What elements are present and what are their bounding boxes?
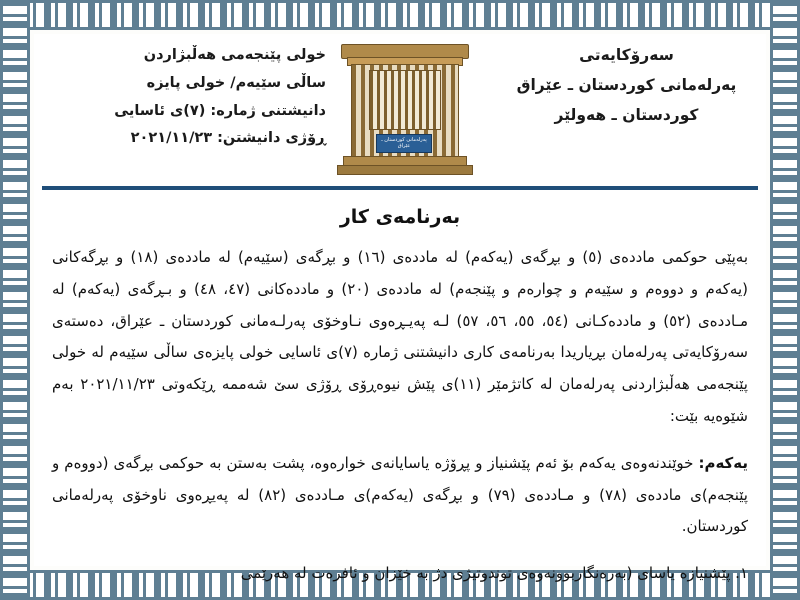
- emblem-inner-columns: [369, 70, 441, 130]
- session-term: خولی پێنجەمی هەڵبژاردن: [143, 47, 326, 63]
- agenda-item-one-text: خوێندنەوەی یەکەم بۆ ئەم پێشنیاز و پڕۆژە یاسایانەی خوارەوە، پشت بەستن بە حوکمی بڕگەی (دووەم و پێنجەم)ی ماددەی (٧٨) و مـاددەی (٧٩) و بڕگەی (یەکەم)ی مـاددەی (٨٢) لە پەیڕەوی ناوخۆی پەرلەمانی کوردستان.: [52, 453, 748, 536]
- session-header: [46, 42, 326, 153]
- document-content: [34, 34, 766, 583]
- header-divider: [42, 186, 758, 190]
- agenda-item-one-label: یەکەم:: [698, 453, 748, 472]
- preamble-paragraph: بەپێی حوکمی ماددەی (٥) و بڕگەی (یەکەم) لە ماددەی (١٦) و بڕگەی (سێیەم) لە ماددەی (١٨) و بڕگەکانی (یەکەم و دووەم و سێیەم و چوارەم و پێنجەم) لە ماددەی (٢٠) و ماددەکانی (٤٧، ٤٨) و بـڕگەی (یەکەم) لە مـاددەی (٥٢) و ماددەکـانی (٥٤، ٥٥، ٥٦، ٥٧) لـە پەیـڕەوی نـاوخۆی پەرلـەمانی کوردستان ـ عێراق، دەستەی سەرۆکایەتی پەرلەمان بڕیاریدا بەرنامەی کاری دانیشتنی ژمارە (٧)ی ئاسایی خولی پایزەی ساڵی سێیەم لە خولی پێنجەمی هەڵبژاردنی پەرلەمان لە کاتژمێر (١١)ی پێش نیوەڕۆی ڕۆژی سێ شەممە ڕێکەوتی ٢٠٢١/١١/٢٣ بەم شێوەیە بێت:: [52, 248, 749, 425]
- emblem-container: [329, 36, 479, 184]
- session-date: ڕۆژی دانیشتن: ٢٠٢١/١١/٢٣: [130, 130, 326, 147]
- session-year: ساڵی سێیەم/ خولی پایزە: [146, 74, 326, 91]
- institution-line-1: سەرۆکایەتی: [579, 46, 674, 64]
- decorative-border-top: [0, 0, 800, 30]
- list-item: ١. پێشنیازە یاسای (بەرەنگاربوونەوەی توندوتیژی دژ بە خێزان و ئافرەت لە هەرێمی: [240, 564, 748, 583]
- masthead: [34, 34, 766, 184]
- decorative-border-right: [770, 0, 800, 600]
- document-body: [34, 242, 766, 590]
- page-title: بەرنامەی کار: [339, 206, 461, 228]
- emblem-plaque: پەرلەمانی کوردستان ـ عێراق: [376, 134, 432, 153]
- parliament-building-emblem-icon: [329, 36, 479, 181]
- institution-line-2: پەرلەمانی کوردستان ـ عێراق: [516, 76, 737, 95]
- emblem-base-lower: [337, 165, 473, 175]
- agenda-item-one: [52, 448, 748, 543]
- institution-line-3: کوردستان ـ هەولێر: [554, 106, 699, 125]
- session-number: دانیشتنی ژمارە: (٧)ی ئاسایی: [114, 102, 326, 119]
- institution-header: [499, 40, 754, 131]
- decorative-border-left: [0, 0, 30, 600]
